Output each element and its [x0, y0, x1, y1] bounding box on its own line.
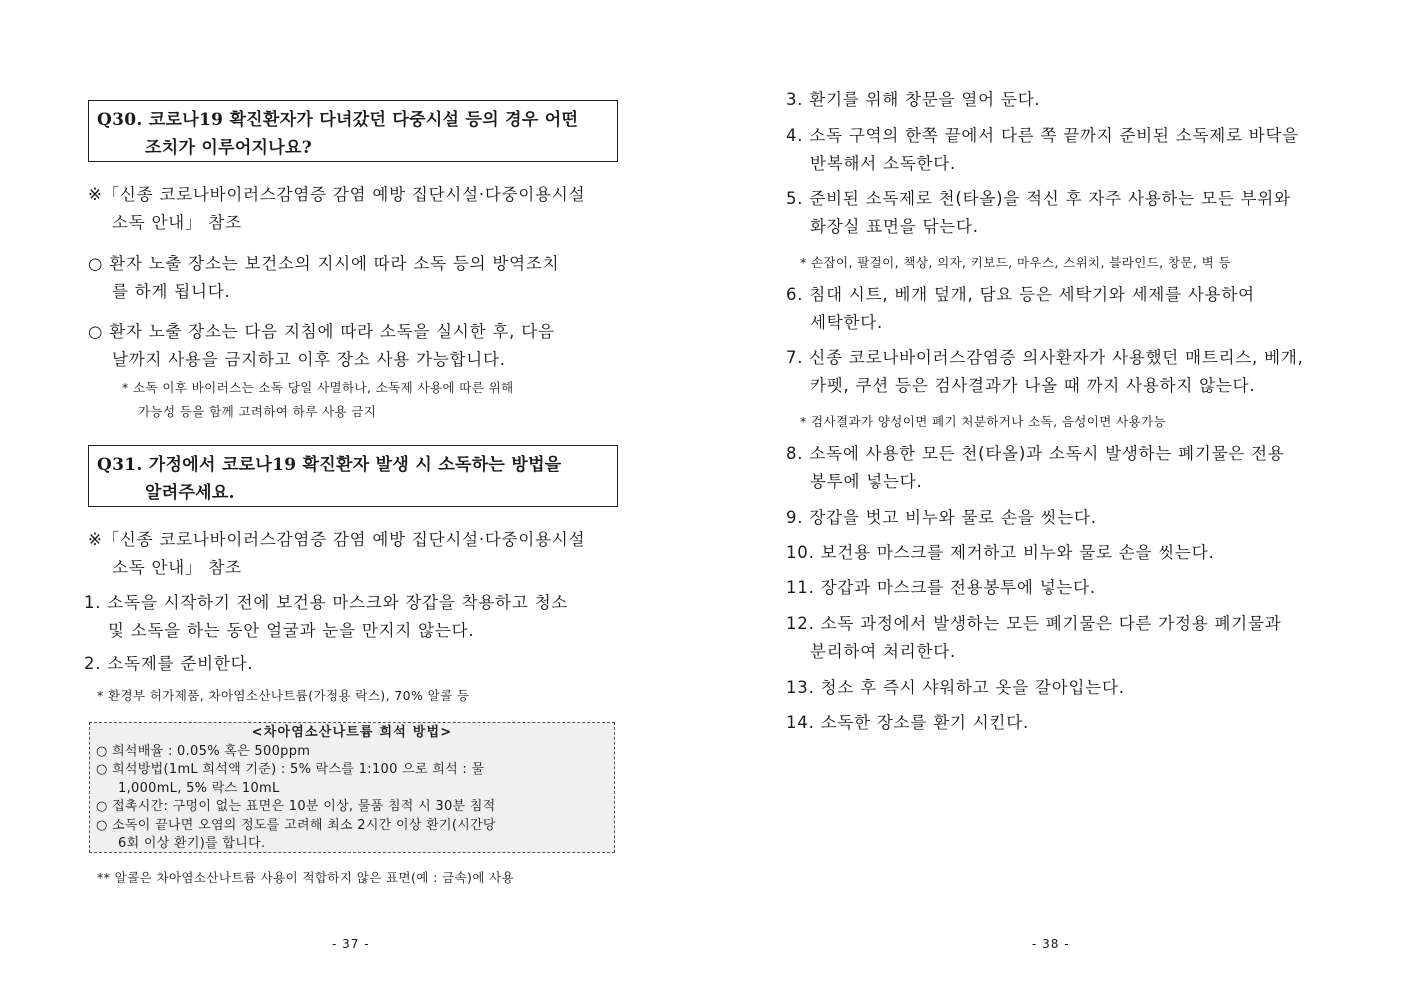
step-11	[786, 574, 1096, 602]
dilution-item-2	[96, 761, 608, 798]
step-2-note	[97, 684, 469, 708]
step-5-line2: 화장실 표면을 닦는다.	[810, 217, 979, 236]
step-9-text: 9. 장갑을 벗고 비누와 물로 손을 씻는다.	[786, 508, 1097, 527]
question-30-box	[88, 100, 618, 162]
step-6-line1: 6. 침대 시트, 베개 덮개, 담요 등은 세탁기와 세제를 사용하여	[786, 285, 1255, 304]
step-14	[786, 709, 1029, 737]
question-30-line2: 조치가 이루어지나요?	[145, 138, 312, 158]
step-7	[786, 344, 1304, 400]
dilution-item-2-line2: 1,000mL, 5% 락스 10mL	[118, 780, 280, 796]
question-30-line1: Q30. 코로나19 확진환자가 다녀갔던 다중시설 등의 경우 어떤	[97, 110, 579, 130]
bullet-item-2-note	[122, 376, 514, 424]
alcohol-note	[97, 866, 514, 890]
step-5	[786, 185, 1291, 241]
dilution-item-3: ○ 접촉시간: 구멍이 없는 표면은 10분 이상, 물품 침적 시 30분 침적	[96, 799, 496, 814]
step-8-line2: 봉투에 넣는다.	[810, 472, 923, 491]
bullet-item-2	[88, 318, 555, 374]
alcohol-note-text: ** 알콜은 차아염소산나트륨 사용이 적합하지 않은 표면(예 : 금속)에 사용	[97, 870, 515, 885]
step-12	[786, 610, 1281, 666]
step-10	[786, 539, 1215, 567]
step-2-text: 2. 소독제를 준비한다.	[84, 654, 254, 673]
step-7-note-text: * 검사결과가 양성이면 폐기 처분하거나 소독, 음성이면 사용가능	[800, 414, 1166, 429]
reference-note-1-line2: 소독 안내」 참조	[112, 213, 242, 232]
step-5-line1: 5. 준비된 소독제로 천(타올)을 적신 후 자주 사용하는 모든 부위와	[786, 189, 1291, 208]
dilution-item-4	[96, 817, 608, 854]
dilution-method-title: <차아염소산나트륨 희석 방법>	[251, 725, 453, 740]
dilution-item-2-line1: ○ 희석방법(1mL 희석액 기준) : 5% 락스를 1:100 으로 희석 : 물	[96, 762, 485, 777]
step-4-line1: 4. 소독 구역의 한쪽 끝에서 다른 쪽 끝까지 준비된 소독제로 바닥을	[786, 126, 1300, 145]
page-number-38: - 38 -	[1032, 937, 1070, 951]
question-31-line2: 알려주세요.	[145, 483, 235, 503]
question-31-line1: Q31. 가정에서 코로나19 확진환자 발생 시 소독하는 방법을	[97, 455, 562, 475]
step-7-note	[800, 410, 1166, 434]
step-13-text: 13. 청소 후 즉시 샤워하고 옷을 갈아입는다.	[786, 678, 1125, 697]
dilution-item-1: ○ 희석배율 : 0.05% 혹은 500ppm	[96, 743, 311, 759]
step-8	[786, 440, 1285, 496]
step-6-line2: 세탁한다.	[810, 313, 884, 332]
bullet-item-1	[88, 250, 559, 306]
bullet-item-1-line2: 를 하게 됩니다.	[112, 282, 231, 301]
bullet-item-2-line1: ○ 환자 노출 장소는 다음 지침에 따라 소독을 실시한 후, 다음	[88, 322, 555, 341]
right-page	[700, 0, 1403, 992]
dilution-item-4-line2: 6회 이상 환기)를 합니다.	[118, 836, 266, 851]
step-7-line1: 7. 신종 코로나바이러스감염증 의사환자가 사용했던 매트리스, 베개,	[786, 348, 1304, 367]
dilution-item-4-line1: ○ 소독이 끝나면 오염의 정도를 고려해 최소 2시간 이상 환기(시간당	[96, 817, 496, 833]
step-7-line2: 카펫, 쿠션 등은 검사결과가 나올 때 까지 사용하지 않는다.	[810, 376, 1256, 395]
step-2-note-text: * 환경부 허가제품, 차아염소산나트륨(가정용 락스), 70% 알콜 등	[97, 688, 470, 703]
step-13	[786, 674, 1125, 702]
page-number-37: - 37 -	[332, 937, 370, 951]
question-31-box	[88, 445, 618, 507]
step-1-line2: 및 소독을 하는 동안 얼굴과 눈을 만지지 않는다.	[108, 621, 475, 640]
step-10-text: 10. 보건용 마스크를 제거하고 비누와 물로 손을 씻는다.	[786, 543, 1215, 562]
bullet-item-1-line1: ○ 환자 노출 장소는 보건소의 지시에 따라 소독 등의 방역조치	[88, 254, 560, 273]
step-12-line1: 12. 소독 과정에서 발생하는 모든 폐기물은 다른 가정용 폐기물과	[786, 614, 1282, 633]
bullet-item-2-line2: 날까지 사용을 금지하고 이후 장소 사용 가능합니다.	[112, 350, 506, 369]
step-2	[84, 650, 253, 678]
reference-note-2-line2: 소독 안내」 참조	[112, 558, 242, 577]
step-3-text: 3. 환기를 위해 창문을 열어 둔다.	[786, 90, 1041, 109]
reference-note-1	[88, 181, 585, 237]
reference-note-1-line1: ※「신종 코로나바이러스감염증 감염 예방 집단시설·다중이용시설	[88, 185, 586, 204]
step-11-text: 11. 장갑과 마스크를 전용봉투에 넣는다.	[786, 578, 1096, 597]
left-page	[0, 0, 700, 992]
step-14-text: 14. 소독한 장소를 환기 시킨다.	[786, 713, 1029, 732]
bullet-item-2-note-line2: 가능성 등을 함께 고려하여 하루 사용 금지	[138, 404, 377, 419]
dilution-method-box	[89, 722, 615, 853]
step-6	[786, 281, 1255, 337]
step-4-line2: 반복해서 소독한다.	[810, 154, 957, 173]
step-9	[786, 504, 1097, 532]
bullet-item-2-note-line1: * 소독 이후 바이러스는 소독 당일 사멸하나, 소독제 사용에 따른 위해	[122, 380, 514, 395]
reference-note-2-line1: ※「신종 코로나바이러스감염증 감염 예방 집단시설·다중이용시설	[88, 530, 586, 549]
step-1	[84, 589, 568, 645]
step-12-line2: 분리하여 처리한다.	[810, 642, 957, 661]
reference-note-2	[88, 526, 585, 582]
step-5-note-text: * 손잡이, 팔걸이, 책상, 의자, 키보드, 마우스, 스위치, 블라인드, 창문, 벽 등	[800, 255, 1231, 270]
step-4	[786, 122, 1299, 178]
step-3	[786, 86, 1040, 114]
step-5-note	[800, 251, 1231, 275]
step-1-line1: 1. 소독을 시작하기 전에 보건용 마스크와 장갑을 착용하고 청소	[84, 593, 569, 612]
step-8-line1: 8. 소독에 사용한 모든 천(타올)과 소독시 발생하는 폐기물은 전용	[786, 444, 1285, 463]
